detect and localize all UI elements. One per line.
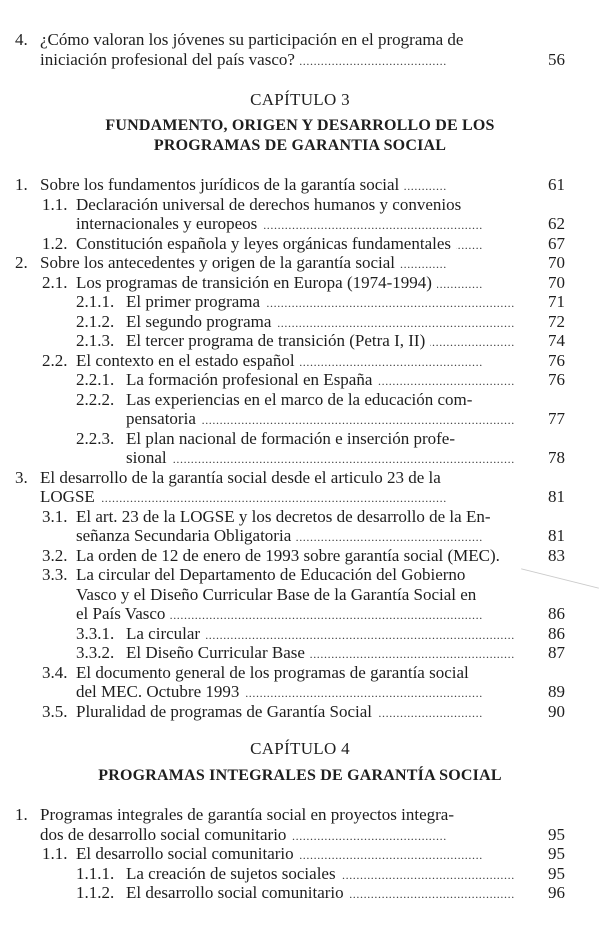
toc-entry-page: 78 [548, 448, 565, 467]
toc-entry-title: El segundo programa [126, 312, 276, 331]
toc-entry-title: Sobre los fundamentos jurídicos de la garantía social [40, 175, 404, 194]
toc-entry-number: 2.1.3. [76, 331, 115, 350]
toc-entry-number: 4. [15, 30, 28, 49]
toc-entry-page: 76 [548, 350, 565, 370]
chapter-3-label: CAPÍTULO 3 [250, 90, 350, 109]
toc-entry-page: 87 [548, 643, 565, 662]
toc-entry-page: 95 [548, 824, 565, 844]
chapter-4-label: CAPÍTULO 4 [250, 739, 350, 758]
toc-entry-title: El desarrollo social comunitario [126, 883, 349, 902]
toc-entry-page: 83 [548, 545, 565, 565]
toc-entry-number: 1.2. [42, 233, 68, 253]
toc-entry [0, 805, 600, 844]
toc-entry-number: 3.3. [42, 565, 68, 584]
dot-leader [126, 448, 515, 468]
toc-entry-number: 3.4. [42, 662, 68, 682]
toc-entry [0, 234, 600, 254]
toc-entry-number: 3.3.2. [76, 643, 115, 662]
toc-entry-page: 96 [548, 883, 565, 902]
toc-entry-title: El Diseño Curricular Base [126, 643, 310, 662]
toc-entry-page: 86 [548, 623, 565, 643]
toc-entry [0, 370, 600, 390]
toc-entry [0, 624, 600, 644]
toc-entry [0, 663, 600, 702]
toc-entry-number: 3.3.1. [76, 623, 115, 643]
toc-entry [0, 702, 600, 722]
toc-entry-number: 2.1. [42, 272, 68, 292]
toc-entry-page: 90 [548, 701, 565, 721]
toc-entry-number: 2.1.1. [76, 292, 115, 311]
toc-entry-page: 86 [548, 604, 565, 623]
toc-entry [0, 565, 600, 624]
toc-entry-title: Los programas de transición en Europa (1974-1994) [76, 273, 437, 292]
toc-entry-number: 2.2.1. [76, 370, 115, 389]
toc-entry [0, 175, 600, 195]
toc-entry-page: 71 [548, 292, 565, 311]
toc-entry-page: 95 [548, 844, 565, 863]
toc-entry-title: Constitución española y leyes orgánicas fundamentales [76, 234, 456, 253]
toc-entry [0, 292, 600, 312]
toc-intro [0, 30, 600, 69]
toc-entry-title: ¿Cómo valoran los jóvenes su participación en el programa de iniciación profesional del país vasco? [40, 30, 464, 69]
toc-entry-page: 95 [548, 863, 565, 883]
toc-entry-page: 67 [548, 233, 565, 253]
toc-entry-page: 70 [548, 253, 565, 272]
toc-entry-number: 1.1.2. [76, 883, 115, 902]
toc-entry-page: 70 [548, 272, 565, 292]
toc-entry [0, 546, 600, 566]
toc-entry-number: 1.1. [42, 194, 68, 214]
toc-entry-number: 1. [15, 175, 28, 194]
toc-entry-number: 2.2.2. [76, 389, 115, 409]
toc-entry-title: Declaración universal de derechos humanos y convenios internacionales y europeos [76, 194, 462, 233]
toc-entry-number: 3.5. [42, 701, 68, 721]
toc-entry-number: 2. [15, 253, 28, 272]
toc-entry-page: 56 [548, 49, 565, 69]
toc-entry-title: El tercer programa de transición (Petra I, II) [126, 331, 430, 350]
toc-entry [0, 273, 600, 293]
toc-entry-number: 2.1.2. [76, 311, 115, 331]
toc-entry-page: 61 [548, 175, 565, 194]
toc-entry-number: 3.1. [42, 506, 68, 526]
toc-entry [0, 195, 600, 234]
toc-entry-page: 77 [548, 409, 565, 428]
toc-entry [0, 844, 600, 864]
toc-entry-title: La circular [126, 624, 205, 643]
toc-entry-title: La orden de 12 de enero de 1993 sobre garantía social (MEC). [76, 546, 505, 565]
toc-entry-page: 76 [548, 370, 565, 389]
chapter-4-title [0, 766, 600, 786]
toc-entry [0, 30, 600, 69]
toc-entry [0, 429, 600, 468]
chapter-3-toc [0, 175, 600, 721]
toc-entry-title: Las experiencias en el marco de la educación com- pensatoria [126, 389, 473, 428]
toc-entry-page: 72 [548, 311, 565, 331]
toc-page [0, 30, 600, 903]
toc-entry-title: Programas integrales de garantía social en proyectos integra- dos de desarrollo social comunitario [40, 805, 454, 844]
toc-entry-number: 3. [15, 467, 28, 487]
toc-entry [0, 312, 600, 332]
toc-entry-title: El art. 23 de la LOGSE y los decretos de desarrollo de la En- señanza Secundaria Obligatoria [76, 506, 491, 545]
toc-entry [0, 883, 600, 903]
toc-entry [0, 468, 600, 507]
chapter-4-toc [0, 805, 600, 903]
toc-entry-page: 74 [548, 331, 565, 350]
toc-entry-page: 89 [548, 682, 565, 701]
dot-leader [40, 487, 515, 507]
toc-entry-number: 1.1. [42, 844, 68, 863]
toc-entry [0, 390, 600, 429]
toc-entry-title: Pluralidad de programas de Garantía Social [76, 702, 377, 721]
toc-entry-page: 62 [548, 214, 565, 233]
toc-entry-title: Sobre los antecedentes y origen de la garantía social [40, 253, 400, 272]
toc-entry [0, 351, 600, 371]
toc-entry-title: El plan nacional de formación e inserción profe- sional [126, 428, 456, 467]
toc-entry-title: La formación profesional en España [126, 370, 377, 389]
toc-entry-number: 1. [15, 805, 28, 824]
toc-entry [0, 253, 600, 273]
toc-entry-title: La circular del Departamento de Educación del Gobierno Vasco y el Diseño Curricular Base de la Garantía Social en el País Vasco [76, 565, 477, 623]
toc-entry [0, 864, 600, 884]
toc-entry-title: El desarrollo social comunitario [76, 844, 299, 863]
toc-entry-title: El desarrollo de la garantía social desde el articulo 23 de la LOGSE [40, 467, 441, 506]
toc-entry [0, 331, 600, 351]
toc-entry-number: 1.1.1. [76, 863, 115, 883]
toc-entry-number: 3.2. [42, 545, 68, 565]
toc-entry-title: El contexto en el estado español [76, 351, 300, 370]
chapter-3-title-line: FUNDAMENTO, ORIGEN Y DESARROLLO DE LOS [105, 117, 495, 134]
toc-entry-page: 81 [548, 526, 565, 545]
chapter-3-title-line: PROGRAMAS DE GARANTIA SOCIAL [153, 136, 447, 154]
toc-entry-title: El documento general de los programas de garantía social del MEC. Octubre 1993 [76, 662, 469, 701]
chapter-3-title [0, 116, 600, 155]
toc-entry [0, 507, 600, 546]
toc-entry-title: La creación de sujetos sociales [126, 864, 341, 883]
toc-entry-number: 2.2.3. [76, 428, 115, 448]
toc-entry-title: El primer programa [126, 292, 265, 311]
toc-entry-number: 2.2. [42, 350, 68, 370]
toc-entry-page: 81 [548, 487, 565, 506]
chapter-4-title-line: PROGRAMAS INTEGRALES DE GARANTÍA SOCIAL [98, 767, 502, 784]
toc-entry [0, 643, 600, 663]
